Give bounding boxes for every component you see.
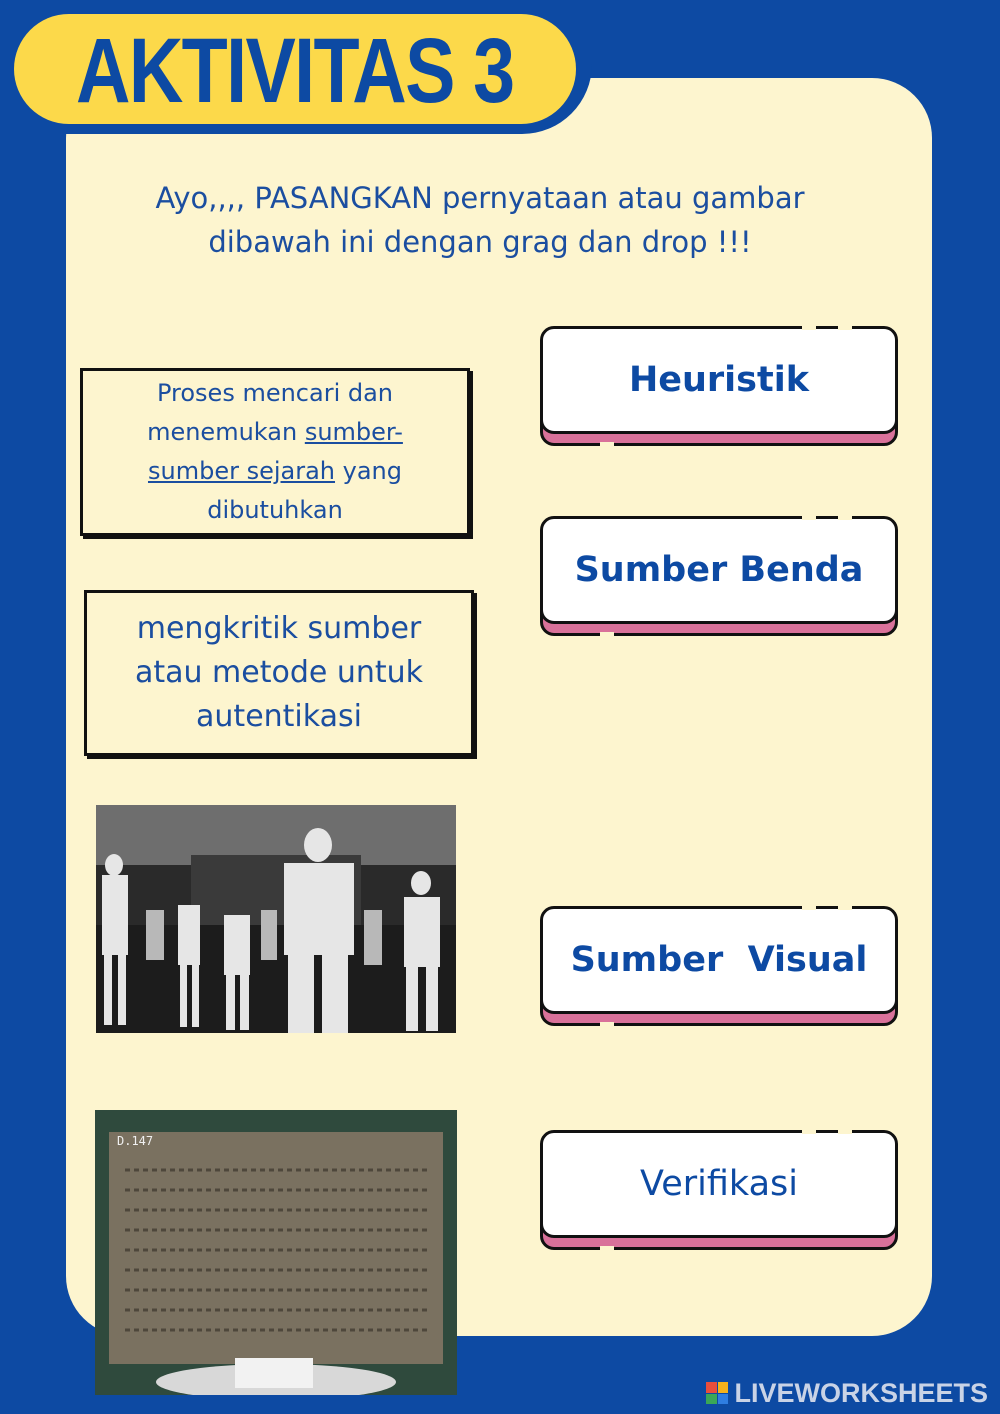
drop-target-sumber-visual[interactable] (540, 906, 898, 1026)
page-title: AKTIVITAS 3 (76, 20, 514, 122)
target-label: Sumber Visual (570, 940, 868, 980)
draggable-stone-inscription-photo[interactable] (95, 1110, 457, 1395)
draggable-card-heuristik-definition[interactable] (80, 368, 470, 536)
draggable-proclamation-photo[interactable] (96, 805, 456, 1033)
instruction-text (100, 176, 860, 264)
liveworksheets-watermark (706, 1378, 988, 1408)
draggable-card-verifikasi-definition[interactable] (84, 590, 474, 756)
card-text: mengkritik sumber atau metode untuk autentikasi (134, 611, 424, 734)
target-label: Sumber Benda (574, 550, 864, 590)
stone-inscription-icon (95, 1110, 457, 1395)
inscription-label: D.147 (117, 1134, 154, 1148)
proclamation-photo-icon (96, 805, 456, 1033)
title-tab (0, 0, 592, 134)
drop-target-verifikasi[interactable] (540, 1130, 898, 1250)
underlined-term: sumber-sumber sejarah (147, 418, 403, 485)
drop-target-sumber-benda[interactable] (540, 516, 898, 636)
card-text: Proses mencari dan menemukan sumber-sumber sejarah yang dibutuhkan (147, 379, 403, 524)
target-label: Verifikasi (640, 1164, 798, 1204)
watermark-text: LIVEWORKSHEETS (734, 1377, 988, 1408)
instruction-line-1: Ayo,,,, PASANGKAN pernyataan atau gambar (155, 181, 805, 215)
liveworksheets-logo-icon (706, 1382, 728, 1404)
target-label: Heuristik (628, 360, 810, 400)
drop-target-heuristik[interactable] (540, 326, 898, 446)
instruction-line-2: dibawah ini dengan grag dan drop !!! (208, 225, 752, 259)
